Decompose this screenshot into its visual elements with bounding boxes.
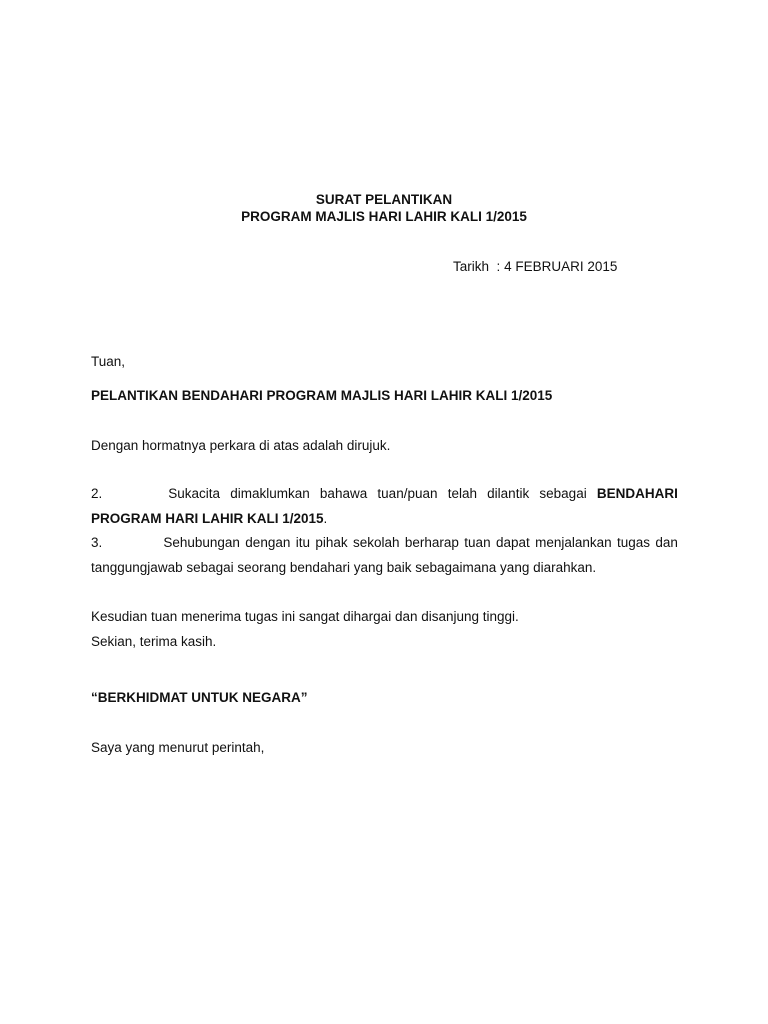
item3-word: dan xyxy=(655,535,678,550)
item2-program-name: PROGRAM HARI LAHIR KALI 1/2015 xyxy=(91,511,324,526)
item2-word: dilantik xyxy=(487,486,530,501)
item2-word: bahawa xyxy=(319,486,368,501)
letter-subtitle: PROGRAM MAJLIS HARI LAHIR KALI 1/2015 xyxy=(241,209,527,224)
item2-word: sebagai xyxy=(539,486,587,501)
item3-word: tuan xyxy=(464,535,491,550)
item3-line1 xyxy=(91,535,678,555)
item2-word: telah xyxy=(447,486,477,501)
item3-word: Sehubungan xyxy=(163,535,240,550)
item2-line2 xyxy=(91,511,327,526)
date-line xyxy=(453,259,617,274)
item3-line2: tanggungjawab sebagai seorang bendahari yang baik sebagaimana yang diarahkan. xyxy=(91,560,597,575)
item3-number: 3. xyxy=(91,535,103,550)
closing-paragraph-2: Sekian, terima kasih. xyxy=(91,634,217,649)
item3-word: sekolah xyxy=(352,535,400,550)
item2-line1 xyxy=(91,486,678,506)
date-label: Tarikh xyxy=(453,259,490,274)
item2-number: 2. xyxy=(91,486,103,501)
item3-word: dapat xyxy=(495,535,530,550)
opening-paragraph: Dengan hormatnya perkara di atas adalah dirujuk. xyxy=(91,438,391,453)
item3-word: berharap xyxy=(404,535,459,550)
item3-word: itu xyxy=(295,535,310,550)
item2-word: dimaklumkan xyxy=(230,486,310,501)
motto: “BERKHIDMAT UNTUK NEGARA” xyxy=(91,690,308,705)
item2-word: tuan/puan xyxy=(377,486,438,501)
letter-title: SURAT PELANTIKAN xyxy=(315,192,453,207)
signoff: Saya yang menurut perintah, xyxy=(91,740,265,755)
item2-period: . xyxy=(323,511,328,526)
date-separator: : xyxy=(496,259,501,274)
item3-word: pihak xyxy=(315,535,348,550)
subject-line: PELANTIKAN BENDAHARI PROGRAM MAJLIS HARI LAHIR KALI 1/2015 xyxy=(91,388,553,403)
date-value: 4 FEBRUARI 2015 xyxy=(504,259,618,274)
salutation: Tuan, xyxy=(91,354,126,369)
item3-word: tugas xyxy=(617,535,651,550)
item2-word: Sukacita xyxy=(168,486,220,501)
item3-word: dengan xyxy=(245,535,291,550)
item2-bold-tail: BENDAHARI xyxy=(596,486,678,501)
item3-word: menjalankan xyxy=(535,535,612,550)
closing-paragraph-1: Kesudian tuan menerima tugas ini sangat dihargai dan disanjung tinggi. xyxy=(91,609,519,624)
